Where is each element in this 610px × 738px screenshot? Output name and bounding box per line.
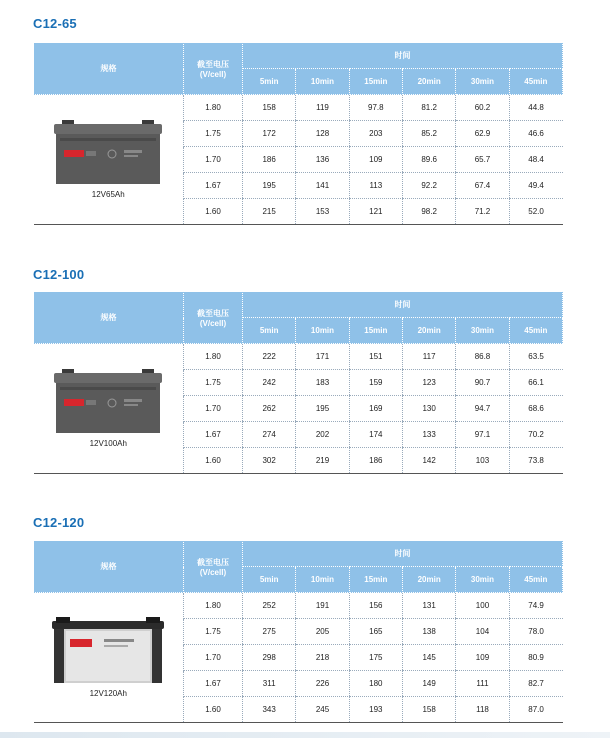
power-value: 92.2 [402, 173, 455, 199]
power-value: 63.5 [509, 344, 562, 370]
power-value: 87.0 [509, 697, 562, 723]
table-row [34, 95, 563, 121]
power-value: 103 [456, 448, 509, 474]
power-value: 165 [349, 619, 402, 645]
brand-logo-icon [70, 639, 92, 647]
cutoff-voltage-value: 1.67 [184, 173, 243, 199]
power-value: 159 [349, 370, 402, 396]
power-value: 138 [402, 619, 455, 645]
battery-cell [34, 593, 184, 723]
power-value: 86.8 [456, 344, 509, 370]
power-value: 65.7 [456, 147, 509, 173]
power-value: 171 [296, 344, 349, 370]
power-value: 67.4 [456, 173, 509, 199]
header-time-30min: 30min [456, 69, 509, 95]
power-value: 145 [402, 645, 455, 671]
power-value: 81.2 [402, 95, 455, 121]
power-value: 133 [402, 422, 455, 448]
header-cutoff-voltage: 截至电压 (V/cell) [184, 43, 243, 95]
header-time-5min: 5min [243, 69, 296, 95]
power-value: 97.1 [456, 422, 509, 448]
power-value: 48.4 [509, 147, 562, 173]
power-value: 158 [402, 697, 455, 723]
power-value: 131 [402, 593, 455, 619]
power-value: 52.0 [509, 199, 562, 225]
power-value: 245 [296, 697, 349, 723]
power-value: 262 [243, 396, 296, 422]
power-value: 169 [349, 396, 402, 422]
cutoff-voltage-value: 1.80 [184, 95, 243, 121]
table-row [34, 344, 563, 370]
power-value: 109 [349, 147, 402, 173]
header-time-30min: 30min [456, 318, 509, 344]
power-value: 82.7 [509, 671, 562, 697]
header-spec: 规格 [34, 292, 184, 344]
battery-cell [34, 95, 184, 225]
header-cutoff-voltage: 截至电压 (V/cell) [184, 541, 243, 593]
power-value: 121 [349, 199, 402, 225]
battery-image [52, 369, 164, 435]
cutoff-voltage-value: 1.70 [184, 396, 243, 422]
header-time-20min: 20min [402, 567, 455, 593]
power-value: 46.6 [509, 121, 562, 147]
header-time-10min: 10min [296, 567, 349, 593]
header-time-15min: 15min [349, 318, 402, 344]
cutoff-voltage-value: 1.80 [184, 344, 243, 370]
power-value: 130 [402, 396, 455, 422]
model-label: 12V65Ah [91, 190, 125, 199]
power-value: 180 [349, 671, 402, 697]
power-value: 186 [243, 147, 296, 173]
power-value: 193 [349, 697, 402, 723]
bottom-decor-bar [0, 732, 610, 738]
header-time-30min: 30min [456, 567, 509, 593]
power-value: 128 [296, 121, 349, 147]
header-time-10min: 10min [296, 69, 349, 95]
model-label: 12V100Ah [89, 439, 127, 448]
power-value: 311 [243, 671, 296, 697]
power-value: 85.2 [402, 121, 455, 147]
cutoff-voltage-value: 1.60 [184, 199, 243, 225]
model-label: 12V120Ah [89, 689, 127, 698]
power-value: 203 [349, 121, 402, 147]
power-value: 117 [402, 344, 455, 370]
power-value: 118 [456, 697, 509, 723]
section-title-c12-65: C12-65 [33, 16, 77, 31]
power-value: 156 [349, 593, 402, 619]
power-value: 172 [243, 121, 296, 147]
table-row [34, 593, 563, 619]
power-value: 183 [296, 370, 349, 396]
power-value: 343 [243, 697, 296, 723]
header-spec: 规格 [34, 43, 184, 95]
power-value: 252 [243, 593, 296, 619]
header-time-20min: 20min [402, 69, 455, 95]
header-time-15min: 15min [349, 567, 402, 593]
cutoff-voltage-value: 1.80 [184, 593, 243, 619]
header-time-5min: 5min [243, 318, 296, 344]
cutoff-voltage-value: 1.67 [184, 671, 243, 697]
power-value: 149 [402, 671, 455, 697]
power-value: 97.8 [349, 95, 402, 121]
power-value: 215 [243, 199, 296, 225]
power-value: 153 [296, 199, 349, 225]
power-value: 60.2 [456, 95, 509, 121]
power-value: 205 [296, 619, 349, 645]
cutoff-voltage-value: 1.70 [184, 147, 243, 173]
header-time: 时间 [243, 292, 563, 318]
header-time-15min: 15min [349, 69, 402, 95]
battery-image [50, 617, 166, 685]
cutoff-voltage-value: 1.70 [184, 645, 243, 671]
header-time: 时间 [243, 43, 563, 69]
header-cutoff-voltage: 截至电压 (V/cell) [184, 292, 243, 344]
section-title-c12-120: C12-120 [33, 515, 85, 530]
power-value: 90.7 [456, 370, 509, 396]
power-value: 222 [243, 344, 296, 370]
power-value: 80.9 [509, 645, 562, 671]
power-value: 218 [296, 645, 349, 671]
power-value: 62.9 [456, 121, 509, 147]
power-value: 274 [243, 422, 296, 448]
header-time-10min: 10min [296, 318, 349, 344]
power-value: 73.8 [509, 448, 562, 474]
power-value: 123 [402, 370, 455, 396]
battery-image [52, 120, 164, 186]
power-value: 119 [296, 95, 349, 121]
power-value: 174 [349, 422, 402, 448]
power-value: 104 [456, 619, 509, 645]
power-value: 100 [456, 593, 509, 619]
section-title-c12-100: C12-100 [33, 267, 85, 282]
power-value: 70.2 [509, 422, 562, 448]
header-time-45min: 45min [509, 69, 562, 95]
power-value: 142 [402, 448, 455, 474]
power-value: 141 [296, 173, 349, 199]
power-value: 158 [243, 95, 296, 121]
power-value: 242 [243, 370, 296, 396]
discharge-table-c12-100 [33, 291, 563, 474]
power-value: 302 [243, 448, 296, 474]
power-value: 275 [243, 619, 296, 645]
power-value: 113 [349, 173, 402, 199]
power-value: 298 [243, 645, 296, 671]
power-value: 78.0 [509, 619, 562, 645]
power-value: 191 [296, 593, 349, 619]
power-value: 71.2 [456, 199, 509, 225]
power-value: 49.4 [509, 173, 562, 199]
discharge-table-c12-120 [33, 540, 563, 723]
power-value: 226 [296, 671, 349, 697]
battery-cell [34, 344, 184, 474]
power-value: 74.9 [509, 593, 562, 619]
cutoff-voltage-value: 1.75 [184, 370, 243, 396]
power-value: 195 [243, 173, 296, 199]
discharge-table-c12-65 [33, 42, 563, 225]
power-value: 89.6 [402, 147, 455, 173]
power-value: 202 [296, 422, 349, 448]
power-value: 186 [349, 448, 402, 474]
power-value: 98.2 [402, 199, 455, 225]
power-value: 66.1 [509, 370, 562, 396]
cutoff-voltage-value: 1.60 [184, 697, 243, 723]
power-value: 195 [296, 396, 349, 422]
power-value: 68.6 [509, 396, 562, 422]
header-time-20min: 20min [402, 318, 455, 344]
header-time-45min: 45min [509, 567, 562, 593]
brand-logo-icon [64, 399, 84, 406]
cutoff-voltage-value: 1.60 [184, 448, 243, 474]
brand-logo-icon [64, 150, 84, 157]
power-value: 109 [456, 645, 509, 671]
header-spec: 规格 [34, 541, 184, 593]
header-time-5min: 5min [243, 567, 296, 593]
cutoff-voltage-value: 1.75 [184, 121, 243, 147]
power-value: 111 [456, 671, 509, 697]
power-value: 136 [296, 147, 349, 173]
power-value: 94.7 [456, 396, 509, 422]
cutoff-voltage-value: 1.67 [184, 422, 243, 448]
power-value: 151 [349, 344, 402, 370]
power-value: 219 [296, 448, 349, 474]
header-time-45min: 45min [509, 318, 562, 344]
header-time: 时间 [243, 541, 563, 567]
power-value: 44.8 [509, 95, 562, 121]
power-value: 175 [349, 645, 402, 671]
cutoff-voltage-value: 1.75 [184, 619, 243, 645]
